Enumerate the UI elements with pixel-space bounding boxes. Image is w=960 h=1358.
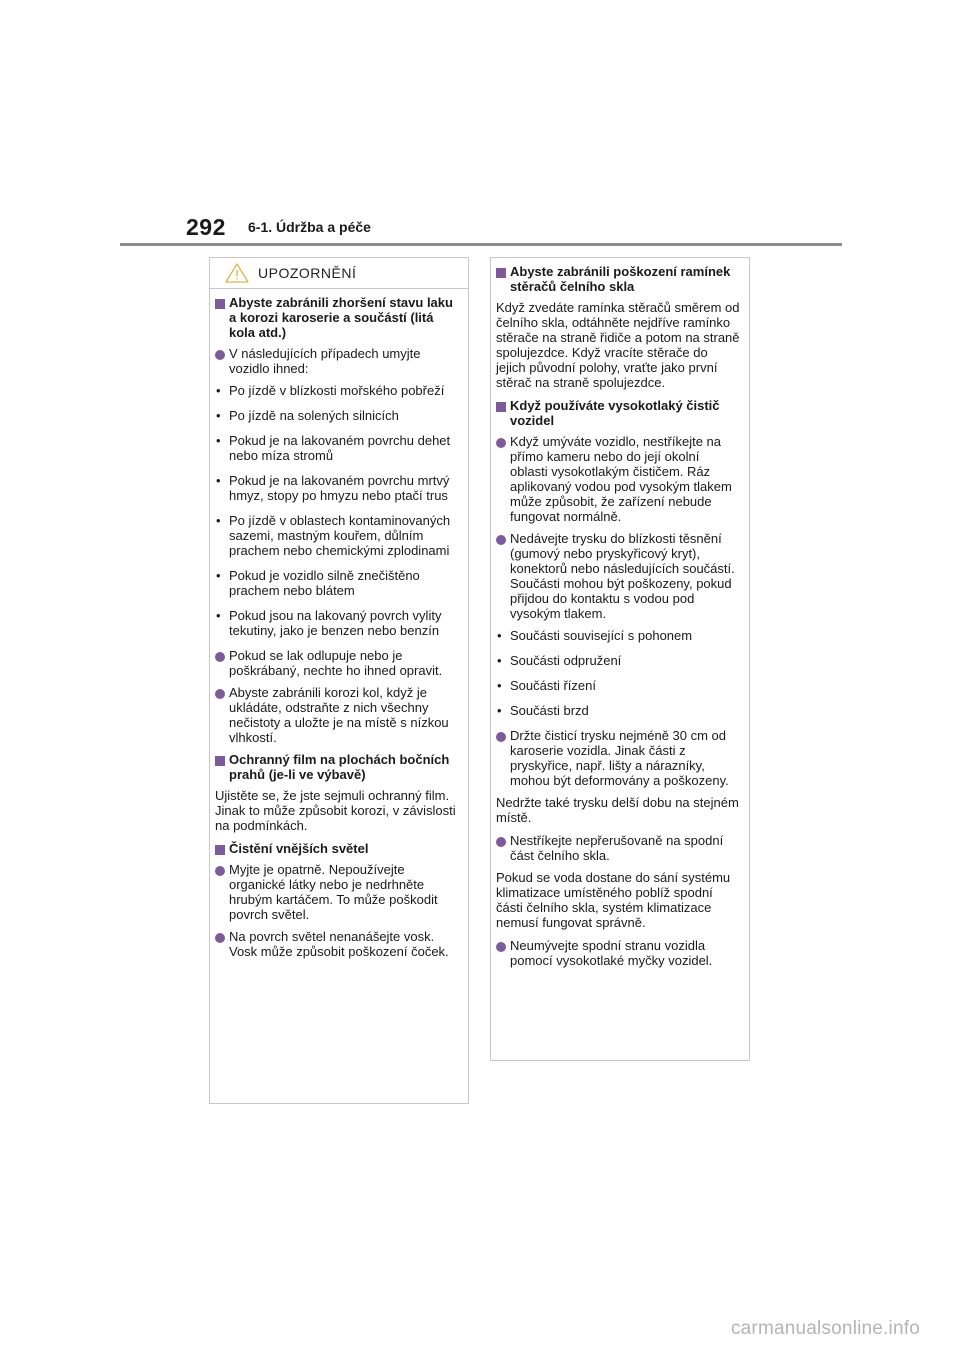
list-item [496, 628, 740, 643]
section-heading [496, 264, 740, 294]
section-heading [215, 295, 459, 340]
section-heading-text: Ochranný film na plochách bočních prahů (je-li ve výbavě) [229, 752, 450, 782]
bullet-icon: • [216, 433, 221, 448]
dot-item-text: Nedávejte trysku do blízkosti těsnění (gumový nebo pryskyřicový kryt), konektorů nebo následujících součástí. Součásti mohou být poškozeny, pokud přijdou do kontaktu s vodou pod vysokým tlakem. [510, 531, 735, 621]
square-bullet-icon [215, 756, 225, 766]
circle-bullet-icon [496, 438, 506, 448]
dot-item [496, 833, 740, 863]
list-item-text: Součásti odpružení [510, 653, 622, 668]
list-item [496, 678, 740, 693]
warning-box [209, 257, 469, 1104]
paragraph-text: Když zvedáte ramínka stěračů směrem od čelního skla, odtáhněte nejdříve ramínko stěrače na straně řidiče a potom na straně spolujezdce. Když vracíte stěrače do jejich původní polohy, vraťte jako první stěrač na straně spolujezdce. [496, 300, 740, 390]
circle-bullet-icon [215, 652, 225, 662]
dot-item [496, 728, 740, 788]
dot-item [496, 938, 740, 968]
bullet-icon: • [216, 383, 221, 398]
section-heading [215, 752, 459, 782]
circle-bullet-icon [496, 942, 506, 952]
circle-bullet-icon [496, 837, 506, 847]
square-bullet-icon [496, 268, 506, 278]
continued-content-box [490, 257, 750, 1061]
list-item [215, 608, 459, 638]
section-heading-text: Čistění vnějších světel [229, 841, 369, 856]
bullet-icon: • [216, 513, 221, 528]
section-heading-text: Když používáte vysokotlaký čistič vozidel [510, 398, 720, 428]
bullet-icon: • [216, 473, 221, 488]
list-item-text: Pokud je na lakovaném povrchu dehet nebo míza stromů [229, 433, 451, 463]
paragraph-text: Pokud se voda dostane do sání systému klimatizace umístěného poblíž spodní části čelního skla, systém klimatizace nemusí fungovat správně. [496, 870, 731, 930]
square-bullet-icon [496, 402, 506, 412]
paragraph [496, 300, 740, 390]
list-item-text: Pokud je na lakovaném povrchu mrtvý hmyz, stopy po hmyzu nebo ptačí trus [229, 473, 450, 503]
bullet-icon: • [497, 703, 502, 718]
header-divider [120, 243, 842, 246]
paragraph-text: Ujistěte se, že jste sejmuli ochranný film. Jinak to může způsobit korozi, v závislosti na podmínkách. [215, 788, 456, 833]
list-item-text: Po jízdě v blízkosti mořského pobřeží [229, 383, 445, 398]
list-item [215, 383, 459, 398]
paragraph [496, 795, 740, 825]
section-title: 6-1. Údržba a péče [248, 219, 371, 235]
warning-title: UPOZORNĚNÍ [258, 265, 357, 281]
list-item-text: Pokud je vozidlo silně znečištěno prachem nebo blátem [229, 568, 420, 598]
circle-bullet-icon [215, 689, 225, 699]
dot-item-text: Neumývejte spodní stranu vozidla pomocí vysokotlaké myčky vozidel. [510, 938, 713, 968]
paragraph [215, 788, 459, 833]
list-item [215, 568, 459, 598]
circle-bullet-icon [215, 866, 225, 876]
dot-item [496, 531, 740, 621]
dot-item [215, 929, 459, 959]
dot-item [215, 862, 459, 922]
watermark: carmanualsonline.info [730, 1318, 920, 1339]
dot-item-text: Abyste zabránili korozi kol, když je ukládáte, odstraňte z nich všechny nečistoty a uložte je na místě s nízkou vlhkostí. [229, 685, 449, 745]
paragraph-text: Nedržte také trysku delší dobu na stejném místě. [496, 795, 739, 825]
list-item [215, 473, 459, 503]
list-item [215, 408, 459, 423]
dot-item-text: Na povrch světel nenanášejte vosk. Vosk může způsobit poškození čoček. [229, 929, 449, 959]
bullet-icon: • [216, 408, 221, 423]
section-heading [215, 841, 459, 856]
circle-bullet-icon [215, 933, 225, 943]
list-item [215, 433, 459, 463]
section-heading-text: Abyste zabránili poškození ramínek stěračů čelního skla [510, 264, 731, 294]
dot-item-text: Držte čisticí trysku nejméně 30 cm od karoserie vozidla. Jinak části z pryskyřice, např. lišty a nárazníky, mohou být deformovány a poškozeny. [510, 728, 729, 788]
dot-item [496, 434, 740, 524]
dot-item-text: Nestříkejte nepřerušovaně na spodní část čelního skla. [510, 833, 724, 863]
dot-item [215, 346, 459, 376]
list-item-text: Součásti řízení [510, 678, 596, 693]
square-bullet-icon [215, 299, 225, 309]
list-item-text: Pokud jsou na lakovaný povrch vylity tekutiny, jako je benzen nebo benzín [229, 608, 442, 638]
section-heading-text: Abyste zabránili zhoršení stavu laku a korozi karoserie a součástí (litá kola atd.) [229, 295, 453, 340]
continued-content [496, 264, 740, 968]
bullet-icon: • [497, 628, 502, 643]
list-item-text: Po jízdě na solených silnicích [229, 408, 399, 423]
square-bullet-icon [215, 845, 225, 855]
page-number: 292 [186, 214, 226, 240]
list-item-text: Součásti brzd [510, 703, 589, 718]
bullet-icon: • [497, 653, 502, 668]
dot-item-text: V následujících případech umyjte vozidlo ihned: [229, 346, 421, 376]
dot-item-text: Myjte je opatrně. Nepoužívejte organické látky nebo je nedrhněte hrubým kartáčem. To může poškodit povrch světel. [229, 862, 438, 922]
circle-bullet-icon [496, 732, 506, 742]
circle-bullet-icon [496, 535, 506, 545]
dot-item [215, 648, 459, 678]
warning-content [215, 295, 459, 959]
dot-item-text: Pokud se lak odlupuje nebo je poškrábaný, nechte ho ihned opravit. [229, 648, 443, 678]
bullet-icon: • [497, 678, 502, 693]
paragraph [496, 870, 740, 930]
section-heading [496, 398, 740, 428]
list-item [215, 513, 459, 558]
list-item [496, 703, 740, 718]
dot-item-text: Když umýváte vozidlo, nestříkejte na přímo kameru nebo do její okolní oblasti vysokotlakým čističem. Ráz aplikovaný vodou pod vysokým tlakem může způsobit, že zařízení nebude fungovat normálně. [510, 434, 732, 524]
warning-header [210, 258, 468, 289]
bullet-icon: • [216, 608, 221, 623]
list-item [496, 653, 740, 668]
dot-item [215, 685, 459, 745]
list-item-text: Po jízdě v oblastech kontaminovaných sazemi, mastným kouřem, důlním prachem nebo chemickými zplodinami [229, 513, 451, 558]
bullet-icon: • [216, 568, 221, 583]
warning-triangle-icon [225, 263, 249, 283]
circle-bullet-icon [215, 350, 225, 360]
list-item-text: Součásti související s pohonem [510, 628, 693, 643]
